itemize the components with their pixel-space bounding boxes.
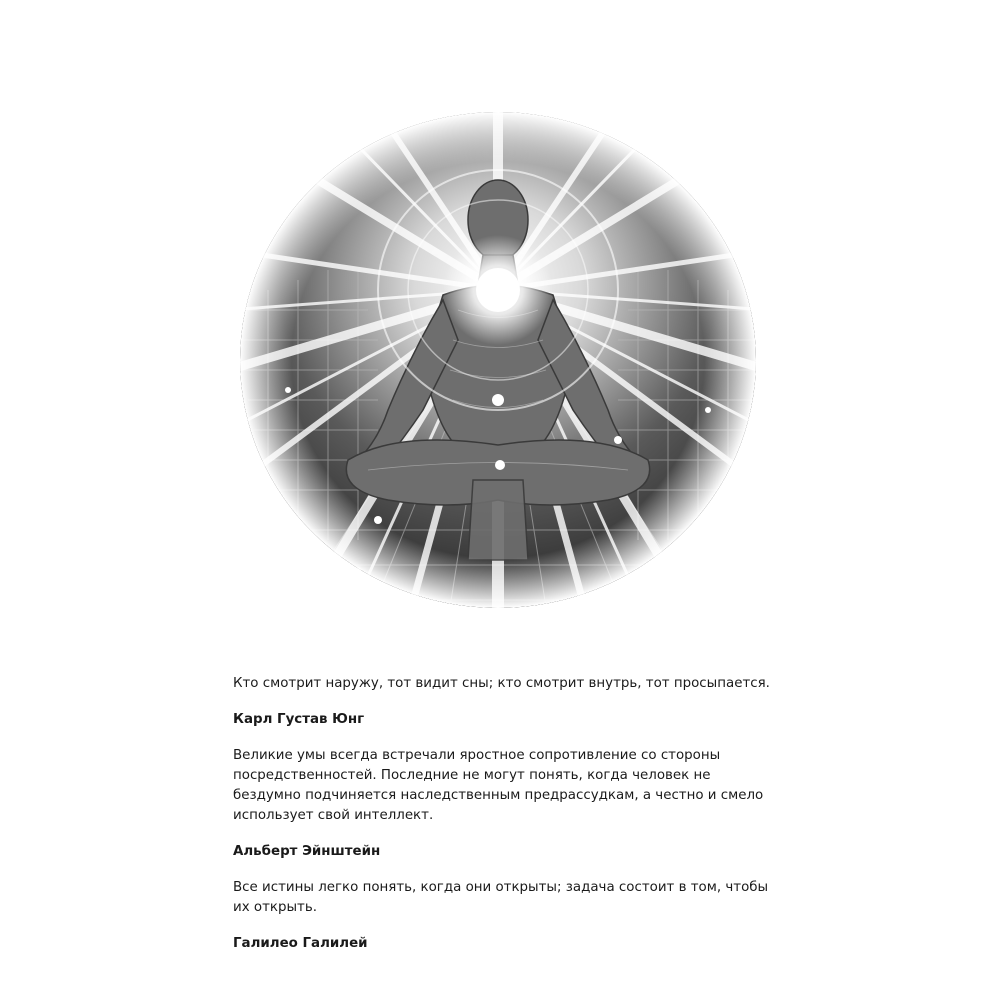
quote-text-3: Все истины легко понять, когда они открыты; задача состоит в том, чтобы их открыть. bbox=[233, 880, 769, 915]
quote-author-2: Альберт Эйнштейн bbox=[233, 844, 381, 859]
quote-text-2: Великие умы всегда встречали яростное сопротивление со стороны посредственностей. Последние не могут понять, когда человек не бездумно подчиняется наследственным предрассудкам, а честно и смело использует свой интеллект. bbox=[233, 748, 764, 823]
quote-author-1: Карл Густав Юнг bbox=[233, 712, 365, 727]
quote-author-3: Галилео Галилей bbox=[233, 936, 368, 951]
meditating-figure-illustration bbox=[228, 110, 768, 620]
radiant-light-circle-icon bbox=[228, 110, 768, 620]
quotes-section bbox=[233, 674, 773, 970]
quote-text-1: Кто смотрит наружу, тот видит сны; кто смотрит внутрь, тот просыпается. bbox=[233, 676, 770, 691]
